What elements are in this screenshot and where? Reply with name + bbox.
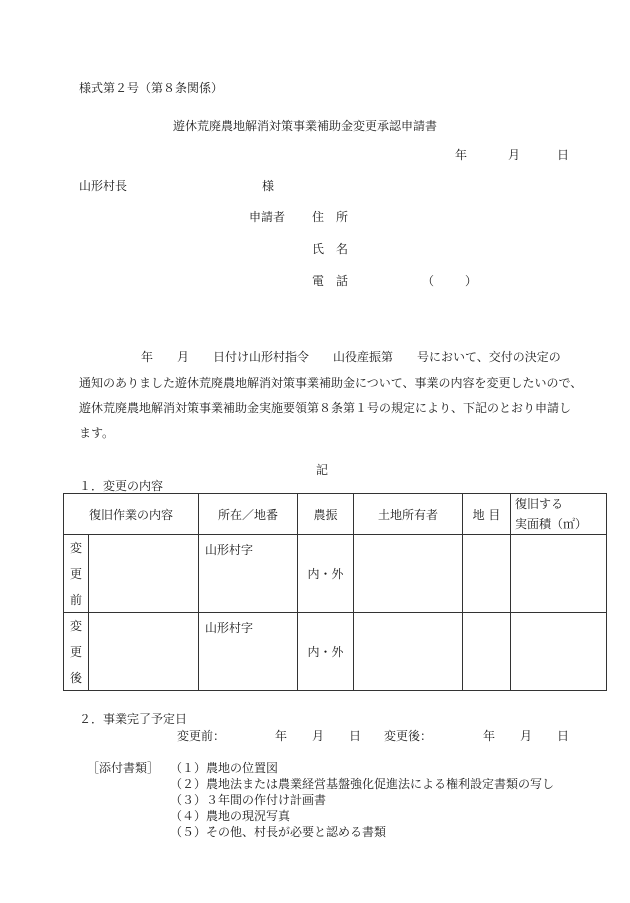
date-month-label: 月 — [508, 148, 521, 162]
cell-area — [511, 613, 607, 691]
attachments-label: ［添付書類］ — [87, 761, 160, 775]
cell-owner — [354, 535, 463, 613]
addressee-name: 山形村長 — [79, 179, 128, 193]
attachment-item: （５）その他、村長が必要と認める書類 — [170, 825, 387, 839]
header-area — [511, 494, 607, 535]
row-label-before — [64, 535, 89, 613]
cell-location: 山形村字 — [199, 535, 298, 613]
cell-land-category — [463, 613, 511, 691]
row-label-char: 更 — [69, 645, 82, 659]
attachment-item: （４）農地の現況写真 — [170, 809, 291, 823]
header-land-category: 地 目 — [463, 494, 511, 535]
after-year: 年 — [483, 729, 496, 743]
body-line: 通知のありました遊休荒廃農地解消対策事業補助金について、事業の内容を変更したいので、 — [79, 376, 583, 390]
row-label-char: 変 — [69, 541, 82, 555]
attachment-item: （３）３年間の作付け計画書 — [170, 793, 327, 807]
header-area-line2: 実面積（㎡） — [515, 517, 588, 531]
cell-owner — [354, 613, 463, 691]
after-month: 月 — [520, 729, 533, 743]
document-title: 遊休荒廃農地解消対策事業補助金変更承認申請書 — [173, 119, 438, 133]
after-day: 日 — [557, 729, 570, 743]
applicant-label: 申請者 — [249, 210, 286, 224]
header-area-line1: 復旧する — [515, 497, 564, 511]
change-content-table — [63, 493, 607, 691]
body-line: 年 月 日付け山形村指令 山役産振第 号において、交付の決定の — [141, 350, 561, 364]
row-label-char: 前 — [69, 593, 82, 607]
body-line: ます。 — [79, 426, 115, 440]
addressee-honorific: 様 — [262, 179, 275, 193]
row-label-char: 後 — [69, 671, 82, 685]
row-label-after — [64, 613, 89, 691]
before-month: 月 — [312, 729, 325, 743]
table-row — [64, 535, 607, 613]
cell-land-category — [463, 535, 511, 613]
cell-noshin: 内・外 — [298, 535, 354, 613]
cell-work-content — [89, 535, 199, 613]
body-line: 遊休荒廃農地解消対策事業補助金実施要領第８条第１号の規定により、下記のとおり申請し — [79, 401, 572, 415]
table-header-row — [64, 494, 607, 535]
cell-work-content — [89, 613, 199, 691]
form-number: 様式第２号（第８条関係） — [79, 81, 224, 95]
before-year: 年 — [275, 729, 288, 743]
before-day: 日 — [349, 729, 362, 743]
name-label: 氏 名 — [312, 242, 349, 256]
header-location: 所在／地番 — [199, 494, 298, 535]
attachment-item: （１）農地の位置図 — [170, 761, 279, 775]
section2-heading: ２．事業完了予定日 — [79, 712, 188, 726]
section1-heading: １．変更の内容 — [79, 479, 164, 493]
phone-paren-open: （ — [422, 274, 435, 288]
after-label: 変更後： — [384, 729, 433, 743]
cell-area — [511, 535, 607, 613]
address-label: 住 所 — [312, 210, 349, 224]
phone-paren-close: ） — [465, 274, 478, 288]
cell-noshin: 内・外 — [298, 613, 354, 691]
header-owner: 土地所有者 — [354, 494, 463, 535]
row-label-char: 変 — [69, 619, 82, 633]
phone-label: 電 話 — [312, 274, 349, 288]
ki-marker: 記 — [316, 463, 329, 477]
date-day-label: 日 — [557, 148, 570, 162]
attachment-item: （２）農地法または農業経営基盤強化促進法による権利設定書類の写し — [170, 777, 555, 791]
table-row — [64, 613, 607, 691]
before-label: 変更前： — [177, 729, 226, 743]
header-noshin: 農振 — [298, 494, 354, 535]
date-year-label: 年 — [455, 148, 468, 162]
header-work-content: 復旧作業の内容 — [64, 494, 199, 535]
row-label-char: 更 — [69, 567, 82, 581]
cell-location: 山形村字 — [199, 613, 298, 691]
